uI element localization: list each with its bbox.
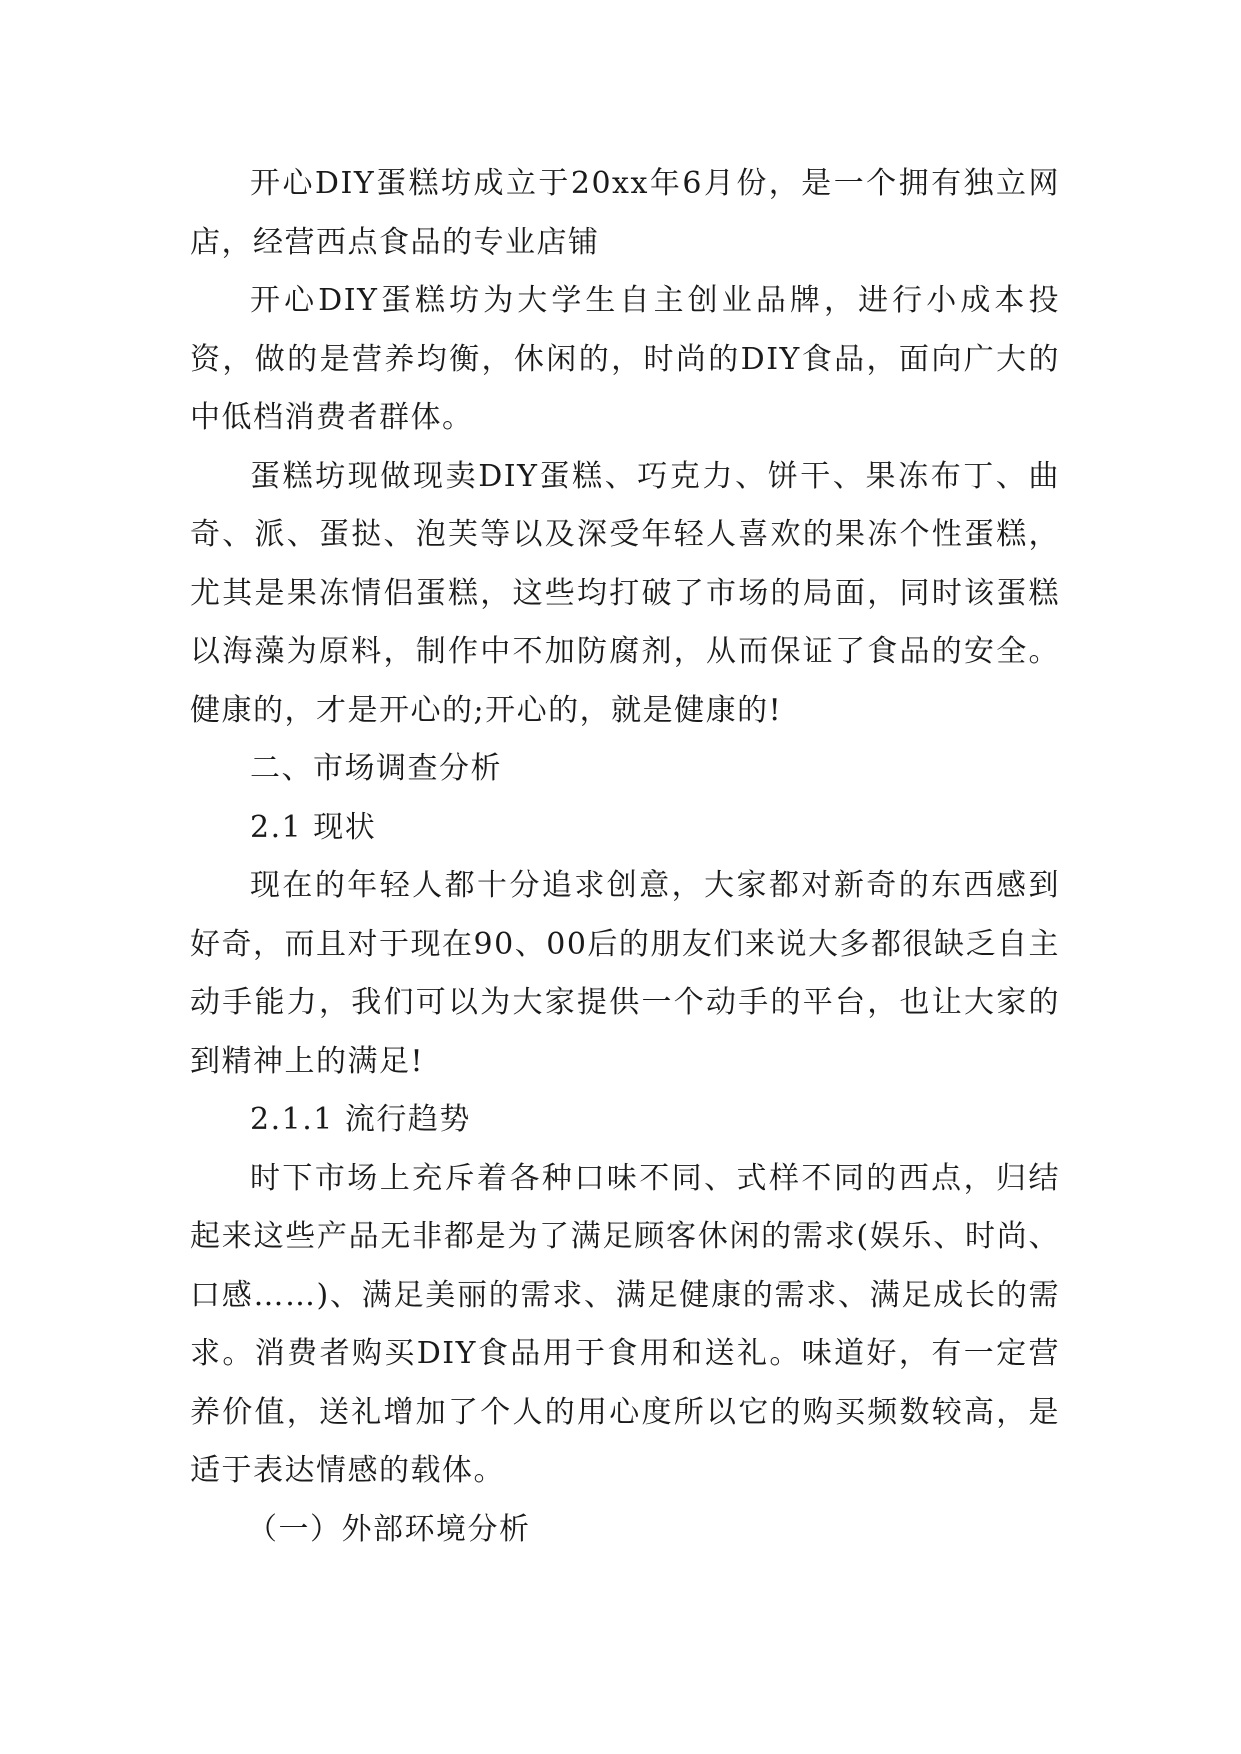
section-heading-external-environment: （一）外部环境分析: [247, 1511, 531, 1547]
subsection-heading-status: 2.1 现状: [250, 809, 377, 845]
paragraph-trend: 时下市场上充斥着各种口味不同、式样不同的西点，归结起来这些产品无非都是为了满足顾客休闲的需求(娱乐、时尚、口感……)、满足美丽的需求、满足健康的需求、满足成长的需求。消费者购买DIY食品用于食用和送礼。味道好，有一定营养价值，送礼增加了个人的用心度所以它的购买频数较高，是适于表达情感的载体。: [190, 1160, 1060, 1488]
paragraph-brand: 开心DIY蛋糕坊为大学生自主创业品牌，进行小成本投资，做的是营养均衡，休闲的，时尚的DIY食品，面向广大的中低档消费者群体。: [190, 283, 1060, 435]
section-heading-market-analysis: 二、市场调查分析: [250, 751, 502, 786]
paragraph-products: 蛋糕坊现做现卖DIY蛋糕、巧克力、饼干、果冻布丁、曲奇、派、蛋挞、泡芙等以及深受年轻人喜欢的果冻个性蛋糕，尤其是果冻情侣蛋糕，这些均打破了市场的局面，同时该蛋糕以海藻为原料，制作中不加防腐剂，从而保证了食品的安全。健康的，才是开心的;开心的，就是健康的!: [190, 458, 1060, 728]
document-body: [190, 155, 1060, 1559]
paragraph-status: 现在的年轻人都十分追求创意，大家都对新奇的东西感到好奇，而且对于现在90、00后的朋友们来说大多都很缺乏自主动手能力，我们可以为大家提供一个动手的平台，也让大家的到精神上的满足!: [190, 868, 1060, 1079]
paragraph-intro: 开心DIY蛋糕坊成立于20xx年6月份，是一个拥有独立网店，经营西点食品的专业店铺: [190, 166, 1060, 260]
subsection-heading-trend: 2.1.1 流行趋势: [250, 1102, 471, 1137]
